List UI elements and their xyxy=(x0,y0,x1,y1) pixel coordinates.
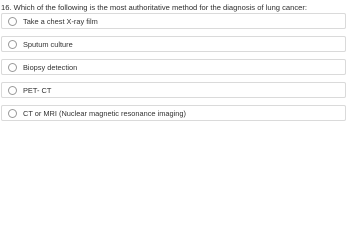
option-label: PET- CT xyxy=(23,85,52,95)
option-chest-x-ray[interactable] xyxy=(1,13,346,29)
option-biopsy-detection[interactable] xyxy=(1,59,346,75)
option-label: Sputum culture xyxy=(23,39,73,49)
radio-button[interactable] xyxy=(8,63,17,72)
option-ct-or-mri[interactable] xyxy=(1,105,346,121)
radio-button[interactable] xyxy=(8,109,17,118)
answer-options xyxy=(1,13,346,121)
option-pet-ct[interactable] xyxy=(1,82,346,98)
option-label: Take a chest X-ray film xyxy=(23,16,98,26)
radio-button[interactable] xyxy=(8,17,17,26)
radio-button[interactable] xyxy=(8,86,17,95)
option-sputum-culture[interactable] xyxy=(1,36,346,52)
option-label: Biopsy detection xyxy=(23,62,78,72)
option-label: CT or MRI (Nuclear magnetic resonance imaging) xyxy=(23,108,186,118)
question-text: 16. Which of the following is the most authoritative method for the diagnosis of lung cancer: xyxy=(1,3,308,12)
radio-button[interactable] xyxy=(8,40,17,49)
